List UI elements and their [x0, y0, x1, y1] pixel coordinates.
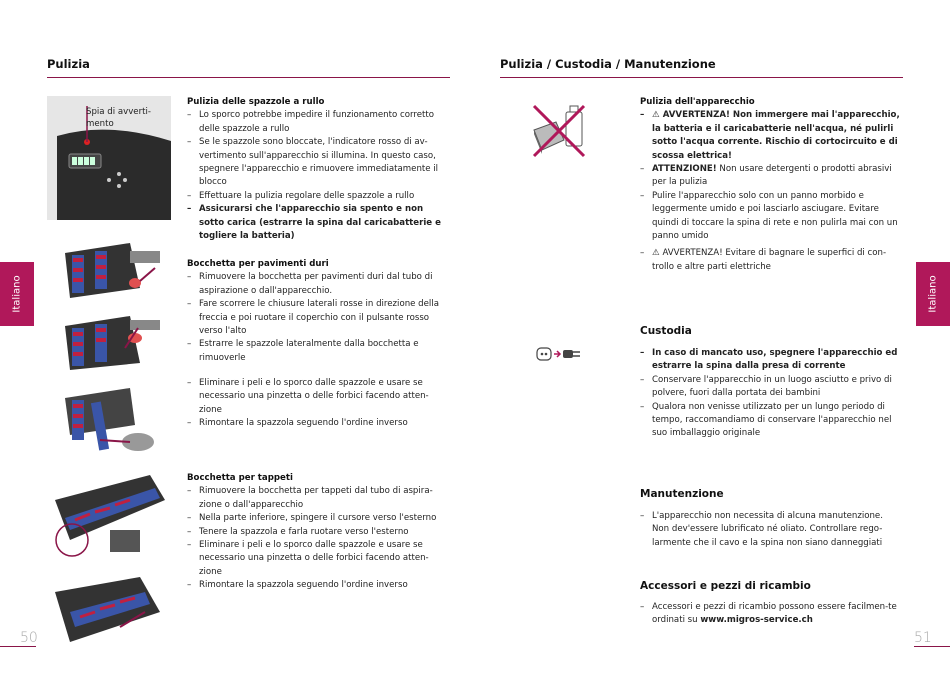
- unplug-icon: [536, 346, 582, 362]
- right-page-title: Pulizia / Custodia / Manutenzione: [500, 57, 716, 71]
- roller-brush-section: [187, 96, 449, 243]
- list-item: – Rimuovere la bocchetta per pavimenti duri dal tubo di aspirazione o dall'apparecchio.: [187, 271, 449, 298]
- storage-section: [640, 347, 902, 441]
- hard-floor-section-2: [187, 377, 449, 431]
- attention-text: Non usare detergenti o prodotti abrasivi per la pulizia: [652, 164, 892, 188]
- list-item: – Estrarre le spazzole lateralmente dalla bocchetta e rimuoverle: [187, 338, 449, 365]
- right-language-tab: [916, 262, 950, 326]
- left-page-rule: [0, 646, 36, 647]
- warning-text: AVVERTENZA! Non immergere mai l'apparecchio, la batteria e il caricabatterie nell'acqua, né pulirli sotto l'acqua corrente. Rischio di cortocircuito e di scossa elettrica!: [652, 110, 900, 161]
- warning-icon: ⚠: [652, 110, 660, 121]
- list-item: – L'apparecchio non necessita di alcuna manutenzione. Non dev'essere lubrificato né oliato. Controllare rego-larmente che il cavo e la spina non siano danneggiati: [640, 510, 902, 550]
- left-tab-label: Italiano: [11, 275, 23, 313]
- right-title-rule: [500, 77, 903, 78]
- hard-floor-nozzle-image-1: [60, 233, 165, 303]
- warning-icon: ⚠: [652, 248, 660, 259]
- carpet-section: [187, 472, 449, 593]
- list-item: – Rimuovere la bocchetta per tappeti dal tubo di aspira-zione o dall'apparecchio: [187, 485, 449, 512]
- maintenance-heading: Manutenzione: [640, 488, 724, 500]
- hard-floor-nozzle-image-3: [60, 380, 165, 458]
- list-item: – Se le spazzole sono bloccate, l'indicatore rosso di av-vertimento sull'apparecchio si illumina. In questo caso, spegnere l'apparecchio e rimuovere immediatamente il blocco: [187, 136, 449, 190]
- device-cleaning-heading: Pulizia dell'apparecchio: [640, 97, 755, 107]
- hard-floor-section: [187, 258, 449, 365]
- carpet-heading: Bocchetta per tappeti: [187, 473, 293, 483]
- list-item: [640, 247, 902, 274]
- right-page-number: 51: [914, 630, 932, 646]
- list-item: – Fare scorrere le chiusure laterali rosse in direzione della freccia e poi ruotare il coperchio con il pulsante rosso verso l'alto: [187, 298, 449, 338]
- list-item: – Qualora non venisse utilizzato per un lungo periodo di tempo, raccomandiamo di conservare l'apparecchio nel suo imballaggio originale: [640, 401, 902, 441]
- list-item: [640, 163, 902, 190]
- list-item: – Rimontare la spazzola seguendo l'ordine inverso: [187, 579, 449, 592]
- device-cleaning-section: [640, 96, 902, 274]
- accessories-section: [640, 601, 902, 628]
- accessories-text: Accessori e pezzi di ricambio possono essere facilmen-te ordinati su: [652, 602, 897, 626]
- list-item: – Assicurarsi che l'apparecchio sia spento e non sotto carica (estrarre la spina dal caricabatterie e togliere la batteria): [187, 203, 449, 243]
- list-item: – Nella parte inferiore, spingere il cursore verso l'esterno: [187, 512, 449, 525]
- left-title-rule: [47, 77, 450, 78]
- warning-text: AVVERTENZA! Evitare di bagnare le superfici di con-trollo e altre parti elettriche: [652, 248, 887, 272]
- right-tab-label: Italiano: [927, 275, 939, 313]
- list-item: – Effettuare la pulizia regolare delle spazzole a rullo: [187, 190, 449, 203]
- accessories-heading: Accessori e pezzi di ricambio: [640, 580, 811, 592]
- service-link[interactable]: www.migros-service.ch: [700, 615, 813, 626]
- left-page-number: 50: [20, 630, 38, 646]
- list-item: – Eliminare i peli e lo sporco dalle spazzole e usare se necessario una pinzetta o delle forbici facendo atten-zione: [187, 539, 449, 579]
- maintenance-section: [640, 510, 902, 550]
- storage-heading: Custodia: [640, 325, 692, 337]
- no-detergent-icon: [526, 98, 592, 164]
- right-page-rule: [914, 646, 950, 647]
- carpet-nozzle-image-2: [50, 572, 168, 650]
- hard-floor-heading: Bocchetta per pavimenti duri: [187, 259, 329, 269]
- list-item: – Conservare l'apparecchio in un luogo asciutto e privo di polvere, fuori dalla portata dei bambini: [640, 374, 902, 401]
- list-item: – In caso di mancato uso, spegnere l'apparecchio ed estrarre la spina dalla presa di corrente: [640, 347, 902, 374]
- roller-brush-heading: Pulizia delle spazzole a rullo: [187, 97, 325, 107]
- left-page-title: Pulizia: [47, 57, 90, 71]
- list-item: – Rimontare la spazzola seguendo l'ordine inverso: [187, 417, 449, 430]
- list-item: – Tenere la spazzola e farla ruotare verso l'esterno: [187, 526, 449, 539]
- list-item: – Eliminare i peli e lo sporco dalle spazzole e usare se necessario una pinzetta o delle forbici facendo atten-zione: [187, 377, 449, 417]
- list-item: [640, 601, 902, 628]
- list-item: [640, 109, 902, 163]
- warning-light-callout: Spia di avverti- mento: [86, 107, 151, 129]
- list-item: – Pulire l'apparecchio solo con un panno morbido e leggermente umido e poi lasciarlo asciugare. Evitare quindi di toccare la spina di rete e non pulirla mai con un panno umido: [640, 190, 902, 244]
- attention-label: ATTENZIONE!: [652, 164, 717, 175]
- carpet-nozzle-image-1: [50, 470, 168, 562]
- hard-floor-nozzle-image-2: [60, 308, 165, 376]
- left-language-tab: [0, 262, 34, 326]
- list-item: – Lo sporco potrebbe impedire il funzionamento corretto delle spazzole a rullo: [187, 109, 449, 136]
